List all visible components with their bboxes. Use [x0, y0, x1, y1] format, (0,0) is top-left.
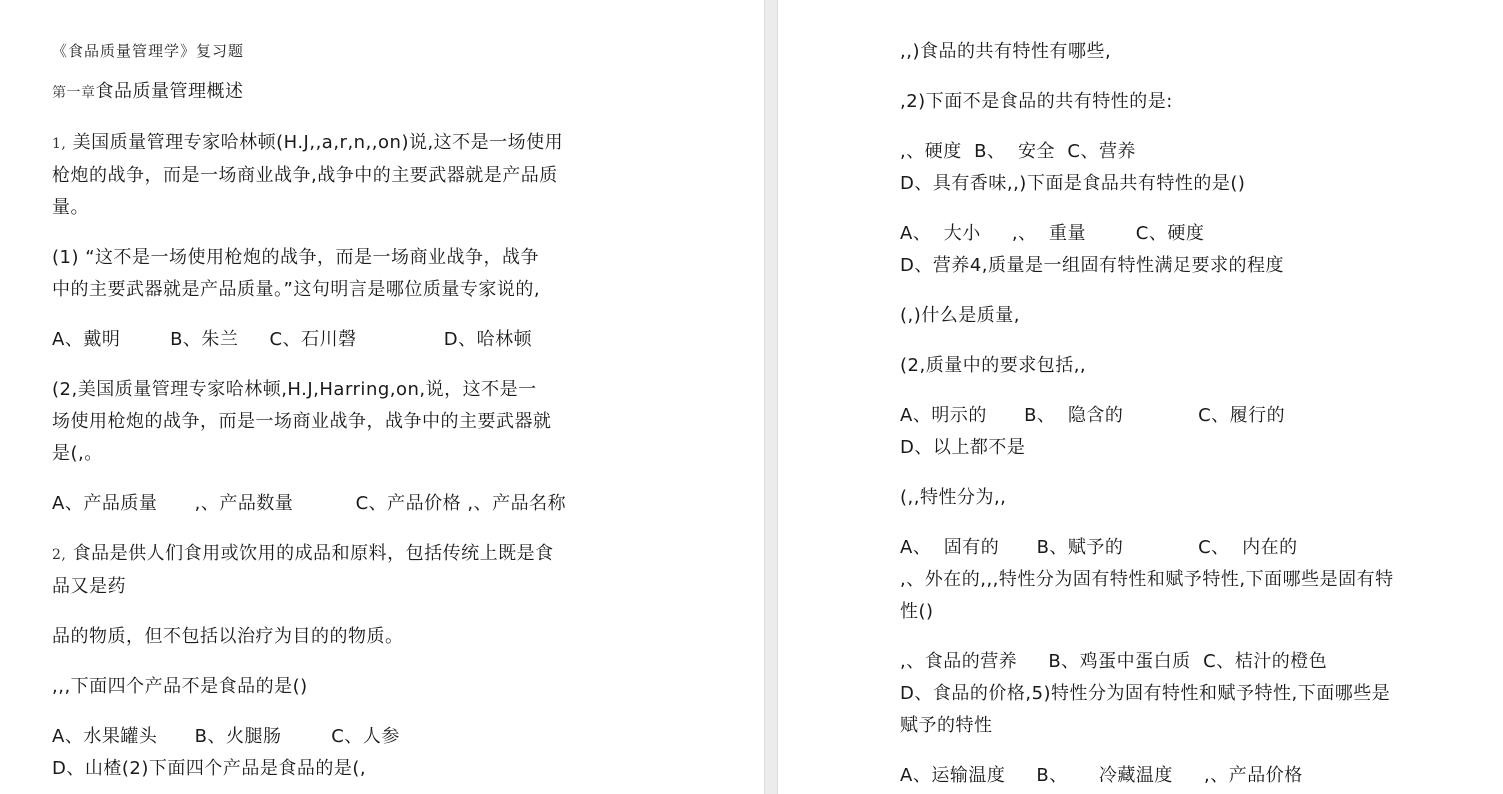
question-1: [52, 127, 652, 160]
right-option-d-1: D、具有香味,,)下面是食品共有特性的是(): [900, 173, 1246, 194]
question-1-number: 1,: [52, 136, 67, 152]
question-2: [52, 538, 652, 571]
right-column: [900, 36, 1490, 792]
right-options-2: A、 大小 ,、 重量 C、硬度: [900, 223, 1205, 244]
question-1-2-options: A、产品质量 ,、产品数量 C、产品价格 ,、产品名称: [52, 493, 567, 514]
question-1-1-options: A、戴明 B、朱兰 C、石川磬 D、哈林顿: [52, 329, 533, 350]
right-options-3: A、明示的 B、 隐含的 C、履行的: [900, 405, 1286, 426]
question-1-1-line-2: 中的主要武器就是产品质量。”这句明言是哪位质量专家说的,: [52, 279, 541, 300]
question-1-2-line-1: (2,美国质量管理专家哈林顿,H.J,Harring,on,说，这不是一: [52, 379, 537, 400]
question-2-number: 2,: [52, 547, 67, 563]
question-2-1: ,,,下面四个产品不是食品的是(): [52, 676, 308, 697]
right-line-9-3: 性(): [900, 601, 934, 622]
right-line-1: ,,)食品的共有特性有哪些,: [900, 41, 1112, 62]
question-1-2-line-3: 是(,。: [52, 443, 103, 464]
question-2-1-option-d: D、山楂(2)下面四个产品是食品的是(,: [52, 758, 367, 779]
right-options-5: ,、食品的营养 B、鸡蛋中蛋白质 C、桔汁的橙色: [900, 651, 1328, 672]
left-column: [52, 36, 652, 785]
right-line-9-2: ,、外在的,,,特性分为固有特性和赋予特性,下面哪些是固有特: [900, 569, 1394, 590]
right-line-5: (,)什么是质量,: [900, 305, 1020, 326]
right-line-10-2: D、食品的价格,5)特性分为固有特性和赋予特性,下面哪些是: [900, 683, 1391, 704]
right-line-8: (,,特性分为,,: [900, 487, 1007, 508]
right-option-d-3: D、以上都不是: [900, 437, 1026, 458]
chapter-title: 食品质量管理概述: [95, 81, 244, 102]
chapter-prefix: 第一章: [52, 85, 96, 101]
right-option-d-2: D、营养4,质量是一组固有特性满足要求的程度: [900, 255, 1285, 276]
question-2-text: 食品是供人们食用或饮用的成品和原料，包括传统上既是食: [66, 543, 554, 564]
question-1-text: 美国质量管理专家哈林顿(H.J,,a,r,n,,on)说,这不是一场使用: [66, 132, 564, 153]
document-title: 《食品质量管理学》复习题: [52, 42, 245, 60]
document-page-right: [778, 0, 1503, 794]
question-1-1-line-1: (1) “这不是一场使用枪炮的战争，而是一场商业战争，战争: [52, 247, 540, 268]
question-2-line-3: 品的物质，但不包括以治疗为目的的物质。: [52, 626, 404, 647]
right-line-2: ,2)下面不是食品的共有特性的是:: [900, 91, 1173, 112]
right-line-6: (2,质量中的要求包括,,: [900, 355, 1087, 376]
question-1-line-3: 量。: [52, 197, 89, 218]
question-1-2-line-2: 场使用枪炮的战争，而是一场商业战争，战争中的主要武器就: [52, 411, 552, 432]
chapter-heading: [52, 76, 652, 109]
right-options-4: A、 固有的 B、赋予的 C、 内在的: [900, 537, 1298, 558]
page-gutter: [764, 0, 778, 794]
question-2-1-options: A、水果罐头 B、火腿肠 C、人参: [52, 726, 400, 747]
right-options-1: ,、硬度 B、 安全 C、营养: [900, 141, 1136, 162]
question-1-line-2: 枪炮的战争，而是一场商业战争,战争中的主要武器就是产品质: [52, 165, 558, 186]
right-options-6: A、运输温度 B、 冷藏温度 ,、产品价格: [900, 765, 1303, 786]
question-2-line-2: 品又是药: [52, 576, 126, 597]
right-line-10-3: 赋予的特性: [900, 715, 993, 736]
